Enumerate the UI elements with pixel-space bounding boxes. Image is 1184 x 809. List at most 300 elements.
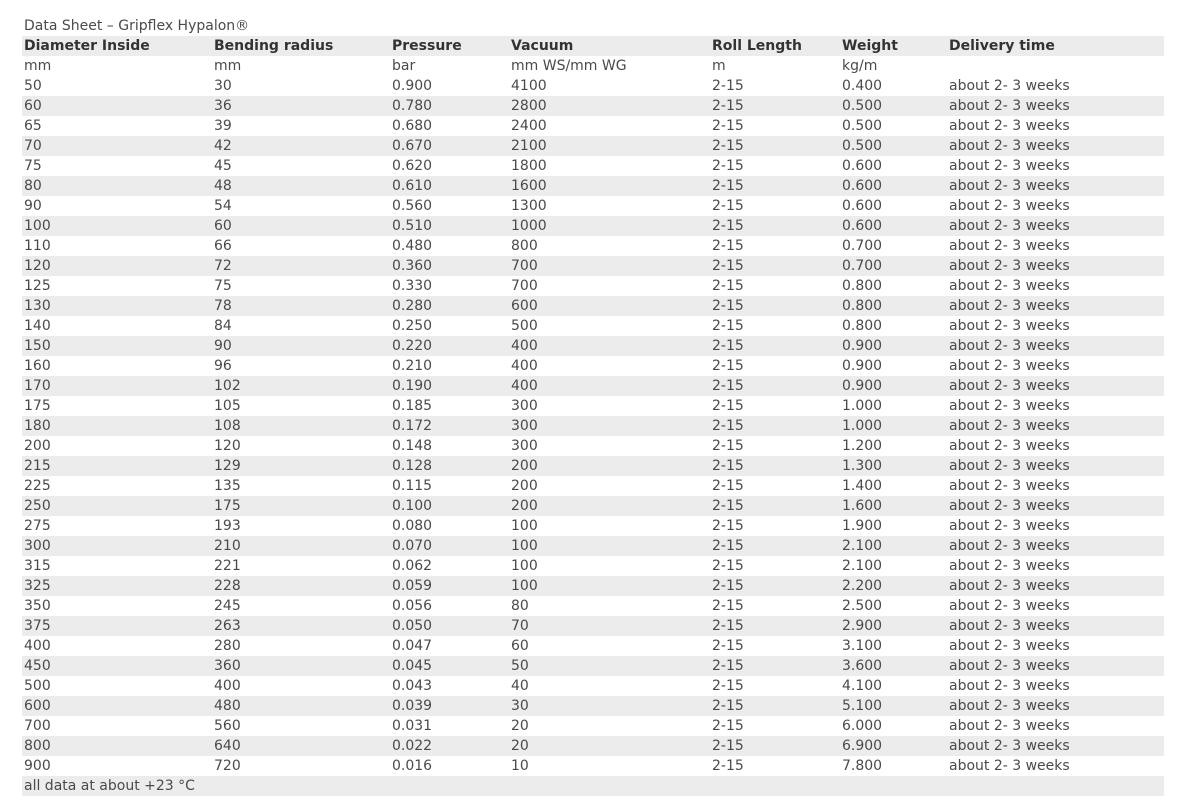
table-row: [22, 376, 1164, 396]
cell-vacuum: 20: [509, 736, 710, 756]
table-row: [22, 416, 1164, 436]
cell-diameter-inside: 500: [24, 678, 51, 694]
header-weight: Weight: [840, 36, 947, 56]
cell-bending-radius: 228: [212, 576, 390, 596]
cell-pressure: 0.022: [390, 736, 509, 756]
cell-roll-length: 2-15: [712, 758, 744, 774]
cell-vacuum: 100: [509, 576, 710, 596]
cell-pressure: 0.070: [390, 536, 509, 556]
cell-diameter-inside: 225: [24, 478, 51, 494]
cell-weight: 0.400: [842, 78, 883, 94]
table-row: [22, 516, 1164, 536]
cell-roll-length: 2-15: [712, 438, 744, 454]
table-row: [22, 556, 1164, 576]
cell-roll-length: 2-15: [710, 416, 840, 436]
cell-delivery-time: about 2- 3 weeks: [949, 118, 1070, 134]
cell-roll-length: 2-15: [712, 318, 744, 334]
cell-pressure: 0.190: [390, 376, 509, 396]
cell-weight: 0.600: [842, 158, 883, 174]
cell-vacuum: 10: [511, 758, 529, 774]
cell-weight: 0.500: [840, 136, 947, 156]
cell-weight: 0.600: [840, 216, 947, 236]
footnote: all data at about +23 °C: [22, 776, 1164, 796]
cell-delivery-time: about 2- 3 weeks: [947, 496, 1164, 516]
table-row: [22, 196, 1164, 216]
cell-delivery-time: about 2- 3 weeks: [947, 216, 1164, 236]
cell-diameter-inside: 200: [24, 438, 51, 454]
table-row: [22, 96, 1164, 116]
table-row: [22, 136, 1164, 156]
cell-vacuum: 200: [511, 478, 538, 494]
cell-pressure: 0.510: [390, 216, 509, 236]
cell-bending-radius: 720: [214, 758, 241, 774]
table-row: [22, 476, 1164, 496]
cell-vacuum: 1600: [509, 176, 710, 196]
header-roll-length: Roll Length: [710, 36, 840, 56]
cell-vacuum: 2400: [511, 118, 547, 134]
cell-pressure: 0.680: [392, 118, 433, 134]
cell-vacuum: 700: [509, 256, 710, 276]
cell-weight: 0.500: [842, 118, 883, 134]
cell-diameter-inside: 180: [22, 416, 212, 436]
cell-delivery-time: about 2- 3 weeks: [947, 376, 1164, 396]
cell-weight: 6.900: [840, 736, 947, 756]
cell-diameter-inside: 400: [24, 638, 51, 654]
cell-delivery-time: about 2- 3 weeks: [947, 456, 1164, 476]
table-row: [22, 756, 1164, 776]
cell-diameter-inside: 90: [24, 198, 42, 214]
cell-pressure: 0.360: [390, 256, 509, 276]
table-caption: Data Sheet – Gripflex Hypalon®: [24, 18, 250, 34]
cell-delivery-time: about 2- 3 weeks: [949, 678, 1070, 694]
cell-diameter-inside: 140: [24, 318, 51, 334]
cell-roll-length: 2-15: [710, 696, 840, 716]
cell-vacuum: 100: [509, 536, 710, 556]
table-row: [22, 736, 1164, 756]
cell-diameter-inside: 150: [22, 336, 212, 356]
cell-pressure: 0.128: [390, 456, 509, 476]
table-row: [22, 76, 1164, 96]
cell-weight: 0.800: [842, 318, 883, 334]
cell-bending-radius: 400: [214, 678, 241, 694]
cell-weight: 1.600: [840, 496, 947, 516]
unit-pressure: bar: [392, 58, 416, 74]
cell-bending-radius: 108: [212, 416, 390, 436]
cell-diameter-inside: 275: [24, 518, 51, 534]
table-row: [22, 576, 1164, 596]
cell-roll-length: 2-15: [712, 358, 744, 374]
table-row: [22, 456, 1164, 476]
cell-delivery-time: about 2- 3 weeks: [949, 318, 1070, 334]
cell-diameter-inside: 170: [22, 376, 212, 396]
cell-roll-length: 2-15: [710, 456, 840, 476]
cell-delivery-time: about 2- 3 weeks: [949, 718, 1070, 734]
cell-pressure: 0.620: [392, 158, 433, 174]
cell-vacuum: 2100: [509, 136, 710, 156]
cell-bending-radius: 78: [212, 296, 390, 316]
cell-vacuum: 4100: [511, 78, 547, 94]
cell-delivery-time: about 2- 3 weeks: [947, 136, 1164, 156]
cell-weight: 6.000: [842, 718, 883, 734]
cell-diameter-inside: 50: [24, 78, 42, 94]
cell-roll-length: 2-15: [712, 678, 744, 694]
cell-weight: 3.100: [842, 638, 883, 654]
cell-bending-radius: 96: [214, 358, 232, 374]
cell-bending-radius: 175: [212, 496, 390, 516]
cell-diameter-inside: 65: [24, 118, 42, 134]
table-row: [22, 396, 1164, 416]
cell-roll-length: 2-15: [710, 176, 840, 196]
table-body: [22, 36, 1164, 796]
cell-vacuum: 60: [511, 638, 529, 654]
unit-vacuum: mm WS/mm WG: [511, 58, 627, 74]
header-bending-radius: Bending radius: [212, 36, 390, 56]
cell-roll-length: 2-15: [710, 336, 840, 356]
cell-roll-length: 2-15: [710, 616, 840, 636]
cell-weight: 4.100: [842, 678, 883, 694]
cell-bending-radius: 30: [214, 78, 232, 94]
header-pressure: Pressure: [390, 36, 509, 56]
cell-pressure: 0.250: [392, 318, 433, 334]
cell-pressure: 0.280: [390, 296, 509, 316]
cell-pressure: 0.220: [390, 336, 509, 356]
data-table: [22, 36, 1164, 796]
cell-vacuum: 600: [509, 296, 710, 316]
cell-pressure: 0.148: [392, 438, 433, 454]
cell-bending-radius: 102: [212, 376, 390, 396]
cell-weight: 1.300: [840, 456, 947, 476]
cell-delivery-time: about 2- 3 weeks: [947, 416, 1164, 436]
table-row: [22, 596, 1164, 616]
cell-delivery-time: about 2- 3 weeks: [947, 336, 1164, 356]
cell-weight: 3.600: [840, 656, 947, 676]
cell-diameter-inside: 160: [24, 358, 51, 374]
cell-bending-radius: 54: [214, 198, 232, 214]
cell-diameter-inside: 110: [24, 238, 51, 254]
table-row: [22, 656, 1164, 676]
cell-bending-radius: 135: [214, 478, 241, 494]
cell-delivery-time: about 2- 3 weeks: [947, 656, 1164, 676]
cell-bending-radius: 60: [212, 216, 390, 236]
cell-pressure: 0.330: [392, 278, 433, 294]
cell-pressure: 0.050: [390, 616, 509, 636]
cell-delivery-time: about 2- 3 weeks: [949, 518, 1070, 534]
cell-delivery-time: about 2- 3 weeks: [947, 616, 1164, 636]
cell-diameter-inside: 70: [22, 136, 212, 156]
table-row: [22, 116, 1164, 136]
cell-roll-length: 2-15: [710, 216, 840, 236]
cell-bending-radius: 75: [214, 278, 232, 294]
cell-roll-length: 2-15: [710, 296, 840, 316]
cell-weight: 0.700: [840, 256, 947, 276]
table-row: [22, 256, 1164, 276]
cell-diameter-inside: 325: [22, 576, 212, 596]
cell-bending-radius: 45: [214, 158, 232, 174]
cell-pressure: 0.115: [392, 478, 433, 494]
cell-roll-length: 2-15: [710, 576, 840, 596]
cell-vacuum: 200: [509, 456, 710, 476]
cell-delivery-time: about 2- 3 weeks: [949, 78, 1070, 94]
cell-diameter-inside: 250: [22, 496, 212, 516]
cell-bending-radius: 221: [214, 558, 241, 574]
cell-pressure: 0.043: [392, 678, 433, 694]
cell-delivery-time: about 2- 3 weeks: [949, 158, 1070, 174]
table-row: [22, 216, 1164, 236]
table-row: [22, 236, 1164, 256]
cell-vacuum: 70: [509, 616, 710, 636]
cell-vacuum: 1800: [511, 158, 547, 174]
cell-pressure: 0.560: [392, 198, 433, 214]
cell-vacuum: 400: [509, 376, 710, 396]
cell-pressure: 0.780: [390, 96, 509, 116]
cell-roll-length: 2-15: [712, 598, 744, 614]
cell-delivery-time: about 2- 3 weeks: [949, 238, 1070, 254]
cell-weight: 2.500: [842, 598, 883, 614]
unit-diameter-inside: mm: [24, 58, 52, 74]
cell-delivery-time: about 2- 3 weeks: [949, 558, 1070, 574]
cell-pressure: 0.185: [392, 398, 433, 414]
units-row: [22, 56, 1164, 76]
cell-weight: 1.000: [842, 398, 883, 414]
cell-delivery-time: about 2- 3 weeks: [949, 198, 1070, 214]
cell-diameter-inside: 125: [24, 278, 51, 294]
cell-weight: 0.500: [840, 96, 947, 116]
cell-diameter-inside: 450: [22, 656, 212, 676]
cell-roll-length: 2-15: [712, 518, 744, 534]
cell-pressure: 0.100: [390, 496, 509, 516]
unit-roll-length: m: [712, 58, 726, 74]
table-row: [22, 356, 1164, 376]
cell-delivery-time: about 2- 3 weeks: [947, 176, 1164, 196]
cell-pressure: 0.480: [392, 238, 433, 254]
cell-vacuum: 100: [511, 518, 538, 534]
table-row: [22, 156, 1164, 176]
cell-bending-radius: 48: [212, 176, 390, 196]
table-row: [22, 616, 1164, 636]
cell-bending-radius: 36: [212, 96, 390, 116]
cell-vacuum: 300: [511, 398, 538, 414]
cell-diameter-inside: 75: [24, 158, 42, 174]
cell-roll-length: 2-15: [712, 158, 744, 174]
cell-vacuum: 40: [511, 678, 529, 694]
cell-diameter-inside: 300: [22, 536, 212, 556]
cell-weight: 2.100: [840, 536, 947, 556]
cell-roll-length: 2-15: [710, 256, 840, 276]
cell-vacuum: 500: [511, 318, 538, 334]
cell-diameter-inside: 900: [24, 758, 51, 774]
cell-delivery-time: about 2- 3 weeks: [949, 638, 1070, 654]
data-sheet: [22, 16, 1164, 796]
cell-bending-radius: 120: [214, 438, 241, 454]
cell-delivery-time: about 2- 3 weeks: [949, 278, 1070, 294]
table-row: [22, 696, 1164, 716]
unit-weight: kg/m: [842, 58, 878, 74]
cell-bending-radius: 193: [214, 518, 241, 534]
cell-delivery-time: about 2- 3 weeks: [947, 576, 1164, 596]
unit-bending-radius: mm: [214, 58, 242, 74]
cell-delivery-time: about 2- 3 weeks: [947, 536, 1164, 556]
cell-bending-radius: 280: [214, 638, 241, 654]
header-diameter-inside: Diameter Inside: [22, 36, 212, 56]
cell-vacuum: 2800: [509, 96, 710, 116]
cell-diameter-inside: 600: [22, 696, 212, 716]
cell-weight: 2.900: [840, 616, 947, 636]
cell-diameter-inside: 175: [24, 398, 51, 414]
header-delivery-time: Delivery time: [947, 36, 1164, 56]
cell-diameter-inside: 350: [24, 598, 51, 614]
cell-roll-length: 2-15: [710, 496, 840, 516]
cell-delivery-time: about 2- 3 weeks: [947, 256, 1164, 276]
table-row: [22, 636, 1164, 656]
cell-delivery-time: about 2- 3 weeks: [947, 96, 1164, 116]
cell-bending-radius: 245: [214, 598, 241, 614]
cell-delivery-time: about 2- 3 weeks: [949, 358, 1070, 374]
cell-vacuum: 50: [509, 656, 710, 676]
cell-delivery-time: about 2- 3 weeks: [949, 478, 1070, 494]
cell-diameter-inside: 80: [22, 176, 212, 196]
cell-diameter-inside: 700: [24, 718, 51, 734]
cell-roll-length: 2-15: [712, 718, 744, 734]
cell-bending-radius: 66: [214, 238, 232, 254]
cell-weight: 5.100: [840, 696, 947, 716]
table-row: [22, 536, 1164, 556]
cell-pressure: 0.080: [392, 518, 433, 534]
cell-delivery-time: about 2- 3 weeks: [949, 438, 1070, 454]
cell-vacuum: 80: [511, 598, 529, 614]
cell-weight: 1.000: [840, 416, 947, 436]
cell-pressure: 0.900: [392, 78, 433, 94]
cell-pressure: 0.210: [392, 358, 433, 374]
table-row: [22, 296, 1164, 316]
cell-pressure: 0.047: [392, 638, 433, 654]
cell-weight: 1.200: [842, 438, 883, 454]
cell-diameter-inside: 130: [22, 296, 212, 316]
cell-vacuum: 300: [509, 416, 710, 436]
table-row: [22, 276, 1164, 296]
cell-roll-length: 2-15: [712, 78, 744, 94]
cell-weight: 0.900: [840, 336, 947, 356]
footnote-row: [22, 776, 1164, 796]
table-row: [22, 436, 1164, 456]
cell-diameter-inside: 100: [22, 216, 212, 236]
cell-roll-length: 2-15: [712, 638, 744, 654]
cell-pressure: 0.172: [390, 416, 509, 436]
cell-vacuum: 200: [509, 496, 710, 516]
cell-weight: 0.900: [840, 376, 947, 396]
cell-roll-length: 2-15: [712, 478, 744, 494]
cell-diameter-inside: 800: [22, 736, 212, 756]
cell-weight: 1.900: [842, 518, 883, 534]
cell-vacuum: 400: [509, 336, 710, 356]
cell-weight: 7.800: [842, 758, 883, 774]
cell-delivery-time: about 2- 3 weeks: [949, 398, 1070, 414]
cell-pressure: 0.056: [392, 598, 433, 614]
unit-delivery-time: [947, 56, 1164, 76]
cell-bending-radius: 105: [214, 398, 241, 414]
cell-bending-radius: 210: [212, 536, 390, 556]
cell-weight: 2.100: [842, 558, 883, 574]
table-row: [22, 316, 1164, 336]
table-row: [22, 716, 1164, 736]
cell-weight: 0.800: [840, 296, 947, 316]
cell-vacuum: 400: [511, 358, 538, 374]
cell-roll-length: 2-15: [712, 118, 744, 134]
cell-delivery-time: about 2- 3 weeks: [949, 598, 1070, 614]
cell-roll-length: 2-15: [712, 198, 744, 214]
cell-weight: 0.600: [840, 176, 947, 196]
cell-roll-length: 2-15: [712, 558, 744, 574]
cell-diameter-inside: 315: [24, 558, 51, 574]
cell-pressure: 0.059: [390, 576, 509, 596]
cell-bending-radius: 39: [214, 118, 232, 134]
cell-pressure: 0.670: [390, 136, 509, 156]
cell-pressure: 0.045: [390, 656, 509, 676]
cell-bending-radius: 360: [212, 656, 390, 676]
cell-roll-length: 2-15: [710, 536, 840, 556]
cell-weight: 0.900: [842, 358, 883, 374]
cell-roll-length: 2-15: [712, 238, 744, 254]
cell-bending-radius: 480: [212, 696, 390, 716]
table-row: [22, 336, 1164, 356]
cell-roll-length: 2-15: [712, 398, 744, 414]
table-row: [22, 676, 1164, 696]
cell-vacuum: 20: [511, 718, 529, 734]
cell-roll-length: 2-15: [710, 96, 840, 116]
cell-pressure: 0.039: [390, 696, 509, 716]
cell-roll-length: 2-15: [710, 656, 840, 676]
cell-bending-radius: 42: [212, 136, 390, 156]
cell-diameter-inside: 215: [22, 456, 212, 476]
cell-vacuum: 700: [511, 278, 538, 294]
cell-vacuum: 100: [511, 558, 538, 574]
cell-bending-radius: 129: [212, 456, 390, 476]
cell-pressure: 0.062: [392, 558, 433, 574]
cell-roll-length: 2-15: [710, 376, 840, 396]
cell-pressure: 0.610: [390, 176, 509, 196]
cell-delivery-time: about 2- 3 weeks: [947, 736, 1164, 756]
cell-weight: 1.400: [842, 478, 883, 494]
cell-bending-radius: 84: [214, 318, 232, 334]
cell-vacuum: 1300: [511, 198, 547, 214]
cell-roll-length: 2-15: [712, 278, 744, 294]
header-row: [22, 36, 1164, 56]
cell-bending-radius: 640: [212, 736, 390, 756]
cell-vacuum: 800: [511, 238, 538, 254]
cell-delivery-time: about 2- 3 weeks: [947, 296, 1164, 316]
cell-vacuum: 300: [511, 438, 538, 454]
cell-weight: 0.800: [842, 278, 883, 294]
cell-diameter-inside: 60: [22, 96, 212, 116]
cell-roll-length: 2-15: [710, 736, 840, 756]
cell-delivery-time: about 2- 3 weeks: [947, 696, 1164, 716]
cell-bending-radius: 560: [214, 718, 241, 734]
cell-pressure: 0.016: [392, 758, 433, 774]
cell-weight: 2.200: [840, 576, 947, 596]
table-row: [22, 176, 1164, 196]
cell-bending-radius: 90: [212, 336, 390, 356]
cell-bending-radius: 72: [212, 256, 390, 276]
cell-diameter-inside: 120: [22, 256, 212, 276]
cell-delivery-time: about 2- 3 weeks: [949, 758, 1070, 774]
cell-weight: 0.700: [842, 238, 883, 254]
table-row: [22, 496, 1164, 516]
header-vacuum: Vacuum: [509, 36, 710, 56]
cell-roll-length: 2-15: [710, 136, 840, 156]
cell-bending-radius: 263: [212, 616, 390, 636]
cell-pressure: 0.031: [392, 718, 433, 734]
cell-weight: 0.600: [842, 198, 883, 214]
cell-vacuum: 1000: [509, 216, 710, 236]
